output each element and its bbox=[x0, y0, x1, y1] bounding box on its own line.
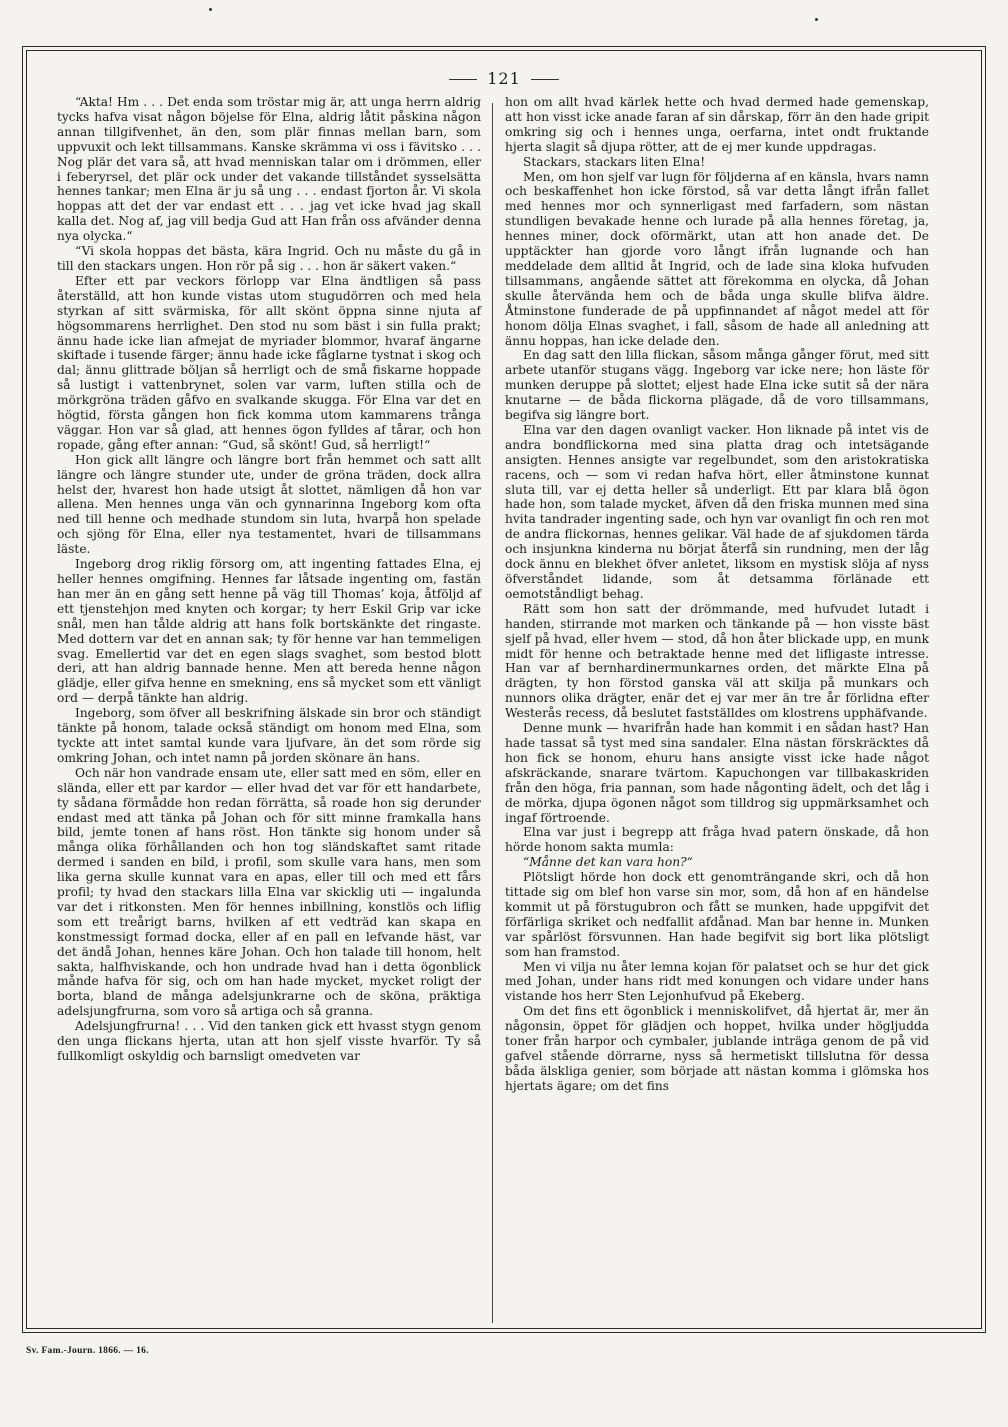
paragraph: “Vi skola hoppas det bästa, kära Ingrid. Och nu måste du gå in till den stackars ungen. Hon rör på sig . . . hon är säkert vaken.“ bbox=[57, 244, 481, 273]
paragraph: Elna var just i begrepp att fråga hvad patern önskade, då hon hörde honom sakta mumla: bbox=[505, 825, 929, 855]
paragraph: Hon gick allt längre och längre bort från hemmet och satt allt längre och längre stunder ute, under de gröna träden, dock allra helst der, hvarest hon hade utsigt åt slottet, nämligen då hon var allena. Men hennes unga vän och gynnarinna Ingeborg kom ofta ned till henne och medhade stundom sin luta, hvarpå hon spelade och sjöng för Elna, eller nya testamentet, hvari de tillsammans läste. bbox=[57, 452, 481, 557]
print-speck bbox=[815, 18, 818, 21]
paragraph: En dag satt den lilla flickan, såsom många gånger förut, med sitt arbete utanför stugans vägg. Ingeborg var icke nere; hon läste för munken deruppe på slottet; eljest hade Elna icke sutit så der nära knutarne — de båda flickorna plägade, då de voro tillsammans, begifva sig längre bort. bbox=[505, 348, 929, 423]
page-number: 121 bbox=[27, 69, 981, 88]
paragraph: Denne munk — hvarifrån hade han kommit i en sådan hast? Han hade tassat så tyst med sina sandaler. Elna nästan förskräcktes då hon fick se honom, ehuru hans ansigte visst icke hade något afskräckande, snarare tvärtom. Kapuchongen var tillbakaskriden från den höga, fria pannan, som hade någonting ädelt, och det låg i de mörka, djupa ögonen något som tilldrog sig uppmärksamhet och ingaf förtroende. bbox=[505, 721, 929, 825]
paragraph: Plötsligt hörde hon dock ett genomträngande skri, och då hon tittade sig om blef hon varse sin mor, som, då hon af en händelse kommit ut på förstugubron och fått se munken, hade uppgifvit det förfärliga skriket och nedfallit afdånad. Man bar henne in. Munken var spårlöst försvunnen. Han hade begifvit sig bort lika plötsligt som han framstod. bbox=[505, 870, 929, 959]
paragraph: Elna var den dagen ovanligt vacker. Hon liknade på intet vis de andra bondflickorna med sina platta drag och intetsägande ansigten. Hennes ansigte var regelbundet, som den aristokratiska racens, och — som vi redan hafva hört, eller åtminstone kunnat sluta till, var ej detta heller så underligt. Ett par klara blå ögon hade hon, som talade mycket, äfven då den friska munnen med sina hvita tandrader ingenting sade, och hyn var ovanligt fin och ren mot de andra flickornas, hennes gelikar. Väl hade de af sjukdomen tärda och insjunkna kinderna nu börjat återfå sin rundning, men der låg dock ännu en blekhet öfver anletet, liksom en mystisk slöja af nyss öfverståndet lidande, som åt detsamma förlänade ett oemotståndligt behag. bbox=[505, 422, 929, 601]
right-column bbox=[505, 95, 929, 1094]
paragraph: “Månne det kan vara hon?“ bbox=[523, 855, 693, 870]
page-frame bbox=[22, 46, 986, 1333]
page-inner-frame bbox=[26, 50, 982, 1329]
paragraph: Men vi vilja nu åter lemna kojan för palatset och se hur det gick med Johan, under hans ridt med konungen och vidare under hans vistande hos herr Sten Lejonhufvud på Ekeberg. bbox=[505, 959, 929, 1004]
paragraph: Ingeborg, som öfver all beskrifning älskade sin bror och ständigt tänkte på honom, talade också ständigt om honom med Elna, som tyckte att intet samtal kunde vara ljufvare, än det som rörde sig omkring Johan, och intet namn på jorden skönare än hans. bbox=[57, 706, 481, 765]
paragraph: Men, om hon sjelf var lugn för följderna af en känsla, hvars namn och beskaffenhet hon icke förstod, så var detta långt ifrån fallet med hennes mor och synnerligast med farfadern, som nästan stundligen bevakade henne och lurade på alla hennes företag, ja, hennes miner, dock oförmärkt, utan att hon anade det. De upptäckter han gjorde voro långt ifrån lugnande och han meddelade dem alltid åt Ingrid, och de lade sina kloka hufvuden tillsammans, angående sättet att förekomma en olycka, då Johan skulle återvända hem och de båda unga skulle blifva äldre. Åtminstone funderade de på uppfinnandet af något medel att för honom dölja Elnas svaghet, i fall, såsom de hade all anledning att ännu hoppas, han icke delade den. bbox=[505, 169, 929, 348]
paragraph: Och när hon vandrade ensam ute, eller satt med en söm, eller en slända, eller ett par kardor — eller hvad det var för ett handarbete, ty sådana förmådde hon redan förrätta, så roade hon sig derunder endast med att tänka på Johan och för sitt minne framkalla hans bild, jemte tonen af hans röst. Hon tänkte sig honom under så många olika förhållanden och hon tog sländskaftet samt ritade dermed i sanden en bild, i profil, som skulle vara hans, men som lika gerna skulle kunnat vara en apas, eller till och med ett fårs profil; ty hvad den stackars lilla Elna var skicklig uti — ingalunda var det i ritkonsten. Men för hennes inbillning, konstlös och liflig som ett treårigt barns, hvilken af ett vedträd kan skapa en konstmessigt formad docka, eller af en pall en lefvande häst, var det ändå Johan, hennes käre Johan. Och hon talade till honom, helt sakta, halfhviskande, och hon undrade hvad han i detta ögonblick månde hafva för sig, och om han hade mycket, mycket roligt der borta, bland de många adelsjunkrarne och de sköna, präktiga adelsjungfrurna, som voro så artiga och så granna. bbox=[57, 765, 481, 1019]
paragraph: Efter ett par veckors förlopp var Elna ändtligen så pass återställd, att hon kunde vistas utom stugudörren och med hela styrkan af sitt svärmiska, för allt skönt öppna sinne njuta af högsommarens herrlighet. Den stod nu som bäst i sin fulla prakt; ännu hade icke lian afmejat de myriader blommor, hvaraf ängarne skiftade i tusende färger; ännu hade icke fåglarne tystnat i skog och dal; ännu glittrade böljan så herrligt och de små fiskarne hoppade så lustigt i vattenbrynet, solen var varm, luften stilla och de mörkgröna träden gåfvo en svalkande skugga. För Elna var det en högtid, första gången hon fick komma utom kammarens trånga väggar. Hon var så glad, att hennes ögon fylldes af tårar, och hon ropade, gång efter annan: “Gud, så skönt! Gud, så herrligt!“ bbox=[57, 273, 481, 452]
paragraph: Stackars, stackars liten Elna! bbox=[523, 154, 706, 169]
paragraph: Adelsjungfrurna! . . . Vid den tanken gick ett hvasst stygn genom den unga flickans hjerta, utan att hon sjelf visste hvarför. Ty så fullkomligt oskyldig och barnsligt omedveten var bbox=[57, 1019, 481, 1063]
paragraph: Rätt som hon satt der drömmande, med hufvudet lutadt i handen, stirrande mot marken och tänkande på — hon visste bäst sjelf på hvad, eller hvem — stod, då hon åter blickade upp, en munk midt för henne och betraktade henne med det lifligaste intresse. Han var af bernhardinermunkarnes orden, det märkte Elna på drägten, ty hon förstod ganska väl att skilja på munkars och nunnors olika drägter, enär det ej var mer än tre år förlidna efter Westerås recess, då beslutet fastställdes om klostrens upphäfvande. bbox=[505, 601, 929, 721]
paragraph: “Akta! Hm . . . Det enda som tröstar mig är, att unga herrn aldrig tycks hafva visat någon böjelse för Elna, aldrig låtit påskina någon annan tillgifvenhet, än den, som plär finnas mellan barn, som uppvuxit och lekt tillsammans. Kanske skrämma vi oss i fävitsko . . . Nog plär det vara så, att hvad menniskan talar om i drömmen, eller i feberyrsel, det plär ock under det vakande tillståndet sysselsätta hennes tankar; men Elna är ju så ung . . . endast fjorton år. Vi skola hoppas att det der var endast ett . . . jag vet icke hvad jag skall kalla det. Nog af, jag vill bedja Gud att Han från oss afvänder denna nya olycka.“ bbox=[57, 95, 481, 244]
print-speck bbox=[209, 8, 212, 11]
footer-signature: Sv. Fam.-Journ. 1866. — 16. bbox=[26, 1346, 149, 1356]
paragraph: Ingeborg drog riklig försorg om, att ingenting fattades Elna, ej heller hennes omgifning. Hennes far låtsade ingenting om, fastän han mer än en gång sett henne på väg till Thomas’ koja, åtföljd af ett tjenstehjon med knyten och korgar; ty herr Eskil Grip var icke snål, men han tålde aldrig att hans folk bortskänkte det ringaste. Med dottern var det en annan sak; ty för henne var han temmeligen svag. Emellertid var det en egen slags svaghet, som bestod blott deri, att han aldrig bannade henne. Men att bereda henne någon glädje, eller gifva henne en smekning, ens så mycket som ett vänligt ord — derpå tänkte han aldrig. bbox=[57, 557, 481, 706]
paragraph: hon om allt hvad kärlek hette och hvad dermed hade gemenskap, att hon visst icke anade faran af sin dårskap, förr än den hade gripit omkring sig och i hennes unga, oerfarna, intet ondt fruktande hjerta slagit så djupa rötter, att de ej mer kunde uppdragas. bbox=[505, 95, 929, 154]
left-column bbox=[57, 95, 481, 1064]
paragraph: Om det fins ett ögonblick i menniskolifvet, då hjertat är, mer än någonsin, öppet för glädjen och hoppet, hvilka under högljudda toner från harpor och cymbaler, jublande inträga genom de på vid gafvel stående dörrarne, nyss så hermetiskt tillslutna för dessa båda älskliga genier, som började att nästan komma i glömska hos hjertats ägare; om det fins bbox=[505, 1004, 929, 1093]
column-divider bbox=[492, 103, 493, 1323]
